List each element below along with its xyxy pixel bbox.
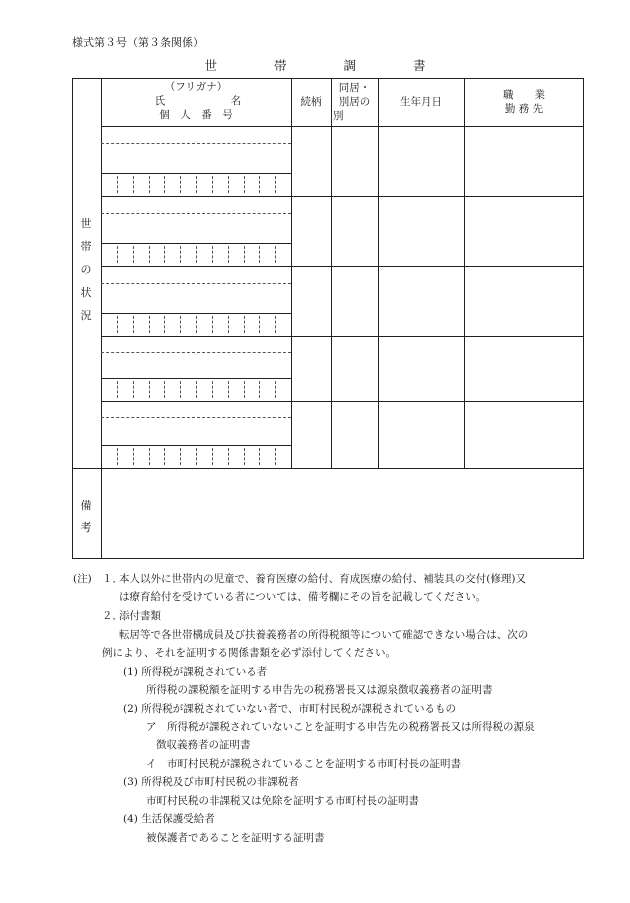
number-digit-divider (196, 448, 197, 465)
note-1-line-1: 本人以外に世帯内の児童で、養育医療の給付、育成医療の給付、補装具の交付(修理)又 (119, 573, 526, 585)
header-birthdate: 生年月日 (400, 96, 442, 108)
remarks-top-line (72, 468, 584, 469)
number-digit-divider (228, 246, 229, 263)
number-digit-divider (259, 448, 260, 465)
number-digit-divider (228, 381, 229, 398)
note-2-line-1: 転居等で各世帯構成員及び扶養義務者の所得税額等について確認できない場合は、次の (119, 629, 529, 641)
furigana-separator (101, 143, 291, 144)
notes-section (0, 570, 630, 870)
household-label-4: 状 (80, 286, 92, 299)
remarks-label-2: 考 (80, 521, 92, 534)
number-box-top-line (101, 173, 291, 174)
header-furigana: （フリガナ） (164, 81, 228, 93)
number-digit-divider (149, 448, 150, 465)
note-sub-2-a-line-1: ア 所得税が課税されていないことを証明する申告先の税務署長又は所得税の源泉 (146, 721, 535, 733)
header-individual-number: 個 人 番 号 (159, 109, 233, 121)
number-digit-divider (212, 246, 213, 263)
remarks-label-1: 備 (80, 499, 92, 512)
title-char-1: 世 (204, 58, 217, 73)
number-digit-divider (164, 448, 165, 465)
number-digit-divider (196, 381, 197, 398)
number-box-top-line (101, 445, 291, 446)
note-1-line-2: は療育給付を受けている者については、備考欄にその旨を記載してください。 (119, 591, 487, 603)
number-digit-divider (259, 381, 260, 398)
number-digit-divider (180, 381, 181, 398)
number-digit-divider (117, 448, 118, 465)
number-digit-divider (244, 448, 245, 465)
page-title (0, 56, 630, 74)
number-digit-divider (149, 316, 150, 333)
number-digit-divider (117, 246, 118, 263)
number-digit-divider (212, 448, 213, 465)
remarks-label (76, 495, 96, 539)
title-char-4: 書 (412, 58, 426, 73)
number-digit-divider (196, 246, 197, 263)
row-line-4 (101, 401, 584, 402)
household-label-3: の (80, 263, 92, 276)
note-2-title: 添付書類 (119, 610, 161, 622)
number-digit-divider (259, 316, 260, 333)
number-digit-divider (259, 246, 260, 263)
furigana-separator (101, 283, 291, 284)
number-digit-divider (228, 448, 229, 465)
header-cohabit-3: 別 (333, 110, 344, 122)
number-digit-divider (164, 176, 165, 193)
number-digit-divider (164, 246, 165, 263)
number-digit-divider (149, 246, 150, 263)
number-digit-divider (149, 381, 150, 398)
notes-mark: (注) (73, 573, 92, 585)
title-char-2: 帯 (273, 58, 287, 73)
header-relationship: 続柄 (300, 96, 322, 108)
note-sub-1-body: 所得税の課税額を証明する申告先の税務署長又は源泉徴収義務者の証明書 (146, 684, 493, 696)
number-digit-divider (228, 316, 229, 333)
note-sub-2-a-line-2: 徴収義務者の証明書 (156, 739, 251, 751)
number-digit-divider (164, 381, 165, 398)
header-name-left: 氏 (154, 95, 166, 107)
furigana-separator (101, 417, 291, 418)
number-digit-divider (196, 176, 197, 193)
header-bottom-line (101, 126, 584, 127)
number-digit-divider (133, 246, 134, 263)
number-digit-divider (180, 246, 181, 263)
household-label-5: 況 (80, 309, 92, 322)
note-sub-4-title: (4) 生活保護受給者 (123, 813, 215, 825)
number-digit-divider (244, 381, 245, 398)
col-line-name (291, 78, 292, 468)
furigana-separator (101, 213, 291, 214)
number-digit-divider (133, 381, 134, 398)
header-name-right: 名 (230, 95, 242, 107)
number-digit-divider (259, 176, 260, 193)
note-2-number: ２． (102, 610, 123, 622)
note-sub-4-body: 被保護者であることを証明する証明書 (146, 832, 325, 844)
household-label-2: 帯 (80, 240, 92, 253)
col-line-label (101, 78, 102, 559)
col-line-cohabit (378, 78, 379, 468)
number-box-top-line (101, 313, 291, 314)
number-digit-divider (133, 316, 134, 333)
number-digit-divider (196, 316, 197, 333)
number-digit-divider (117, 381, 118, 398)
title-char-3: 調 (343, 58, 356, 73)
number-digit-divider (275, 316, 276, 333)
header-workplace: 勤 務 先 (504, 103, 544, 115)
number-digit-divider (164, 316, 165, 333)
note-2-line-2: 例により、それを証明する関係書類を必ず添付してください。 (102, 647, 396, 659)
number-digit-divider (117, 176, 118, 193)
number-digit-divider (180, 176, 181, 193)
number-digit-divider (228, 176, 229, 193)
note-sub-3-body: 市町村民税の非課税又は免除を証明する市町村長の証明書 (146, 795, 419, 807)
number-digit-divider (149, 176, 150, 193)
row-line-2 (101, 266, 584, 267)
household-label-1: 世 (80, 217, 92, 230)
number-digit-divider (244, 246, 245, 263)
header-job: 職 業 (503, 89, 545, 101)
furigana-separator (101, 352, 291, 353)
note-sub-2-b: イ 市町村民税が課税されていることを証明する市町村長の証明書 (146, 758, 461, 770)
number-digit-divider (275, 381, 276, 398)
number-box-top-line (101, 243, 291, 244)
header-cohabit-2: 別居の (338, 96, 371, 108)
row-line-1 (101, 196, 584, 197)
number-digit-divider (133, 448, 134, 465)
form-label: 様式第３号（第３条関係） (72, 36, 204, 49)
col-line-birth (464, 78, 465, 468)
number-digit-divider (275, 448, 276, 465)
note-sub-3-title: (3) 所得税及び市町村民税の非課税者 (123, 776, 299, 788)
col-line-relation (331, 78, 332, 468)
number-digit-divider (244, 176, 245, 193)
note-sub-1-title: (1) 所得税が課税されている者 (123, 666, 268, 678)
number-digit-divider (275, 176, 276, 193)
number-digit-divider (212, 176, 213, 193)
number-digit-divider (212, 316, 213, 333)
number-digit-divider (212, 381, 213, 398)
note-1-number: １． (102, 573, 123, 585)
row-line-3 (101, 336, 584, 337)
household-status-label (76, 212, 96, 327)
number-digit-divider (180, 448, 181, 465)
number-digit-divider (244, 316, 245, 333)
note-sub-2-title: (2) 所得税が課税されていない者で、市町村民税が課税されているもの (123, 703, 456, 715)
header-cohabit-1: 同居・ (338, 82, 371, 94)
number-digit-divider (133, 176, 134, 193)
number-digit-divider (275, 246, 276, 263)
number-digit-divider (180, 316, 181, 333)
number-box-top-line (101, 378, 291, 379)
number-digit-divider (117, 316, 118, 333)
